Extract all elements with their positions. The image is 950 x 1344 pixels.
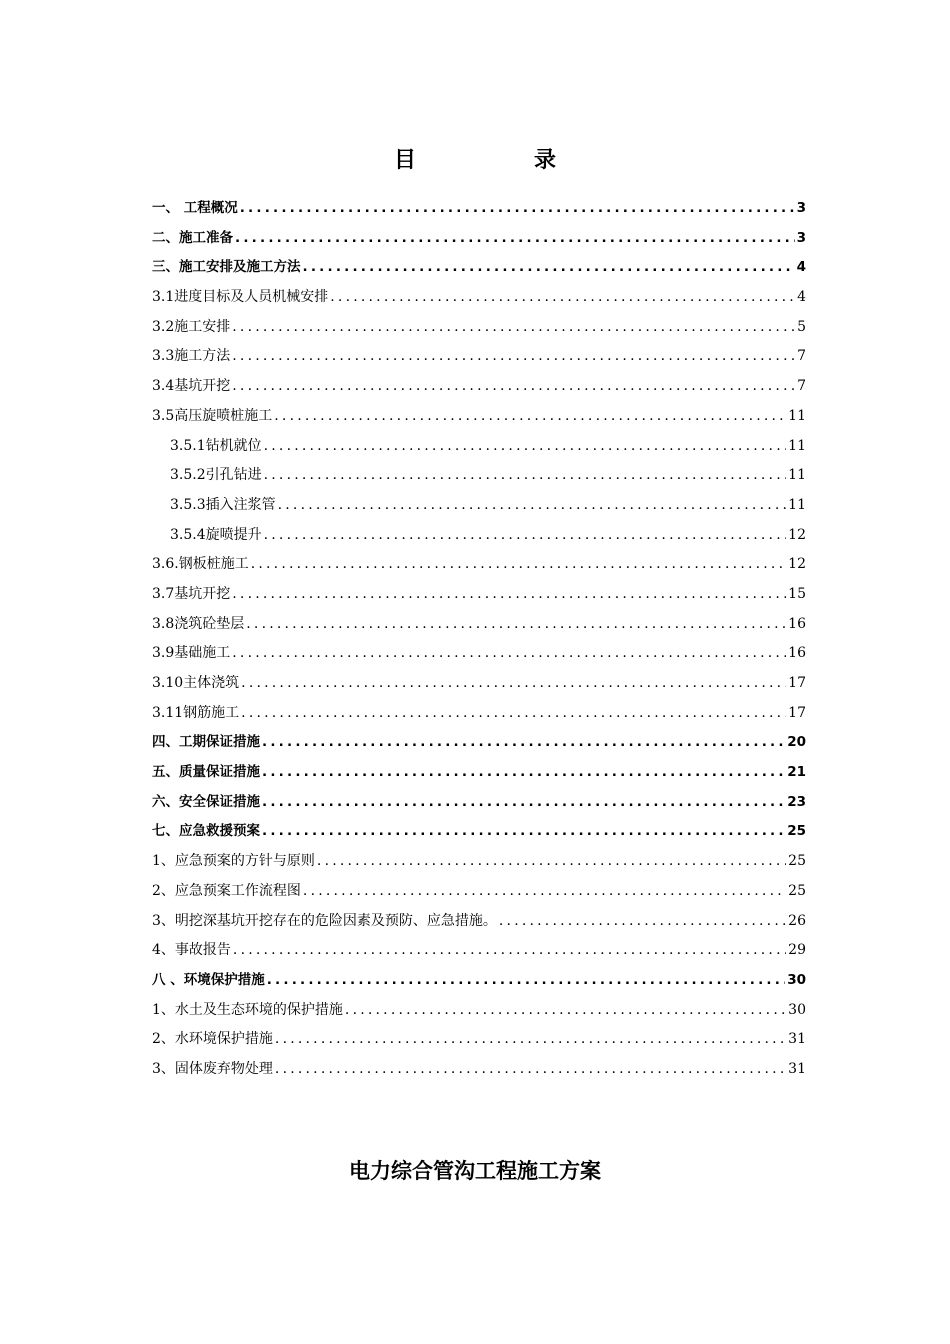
- toc-entry-label: 2、水环境保护措施: [152, 1031, 273, 1048]
- toc-dot-leader: [235, 224, 795, 254]
- toc-entry-page-number: 25: [788, 882, 806, 899]
- toc-entry[interactable]: [152, 283, 806, 313]
- toc-entry[interactable]: [152, 1025, 806, 1055]
- toc-dot-leader: [317, 847, 786, 877]
- toc-entry[interactable]: [152, 372, 806, 402]
- toc-entry[interactable]: [152, 669, 806, 699]
- toc-dot-leader: [262, 728, 785, 758]
- toc-entry-page-number: 17: [788, 675, 806, 691]
- toc-entry-label: 2、应急预案工作流程图: [152, 882, 301, 899]
- toc-entry-page-number: 16: [788, 645, 806, 662]
- toc-entry-label: 五、质量保证措施: [152, 764, 260, 781]
- toc-dot-leader: [345, 996, 786, 1026]
- toc-entry[interactable]: [152, 1055, 806, 1085]
- toc-entry-label: 1、水土及生态环境的保护措施: [152, 1001, 343, 1018]
- toc-dot-leader: [262, 758, 785, 788]
- toc-entry-page-number: 11: [788, 407, 806, 424]
- toc-entry[interactable]: [152, 610, 806, 640]
- toc-entry-page-number: 7: [797, 348, 806, 365]
- toc-entry-page-number: 20: [787, 734, 806, 751]
- toc-entry[interactable]: [152, 996, 806, 1026]
- toc-entry[interactable]: [152, 224, 806, 254]
- toc-entry[interactable]: [152, 788, 806, 818]
- toc-entry-label: 三、施工安排及施工方法: [152, 259, 301, 276]
- toc-entry-label: 3、明挖深基坑开挖存在的危险因素及预防、应急措施。: [152, 912, 497, 929]
- toc-entry-page-number: 3: [796, 200, 806, 216]
- toc-entry[interactable]: [152, 342, 806, 372]
- toc-entry-label: 3.5高压旋喷桩施工: [152, 407, 273, 424]
- toc-entry[interactable]: [152, 877, 806, 907]
- toc-dot-leader: [241, 669, 786, 699]
- toc-dot-leader: [262, 788, 785, 818]
- toc-entry-label: 3.2施工安排: [152, 318, 231, 335]
- toc-dot-leader: [303, 877, 786, 907]
- toc-dot-leader: [251, 550, 786, 580]
- toc-entry-label: 3.10主体浇筑: [152, 675, 240, 691]
- toc-entry-page-number: 26: [788, 912, 806, 929]
- toc-entry-page-number: 17: [788, 704, 806, 721]
- toc-entry-page-number: 12: [788, 556, 806, 573]
- toc-entry-label: 3.5.2引孔钻进: [170, 467, 262, 484]
- toc-entry[interactable]: [152, 699, 806, 729]
- toc-entry[interactable]: [152, 817, 806, 847]
- toc-entry-label: 3.5.4旋喷提升: [170, 526, 262, 543]
- toc-entry-label: 3.5.3插入注浆管: [170, 496, 276, 513]
- toc-entry-page-number: 11: [788, 437, 806, 454]
- toc-entry[interactable]: [152, 966, 806, 996]
- toc-entry-page-number: 25: [787, 823, 806, 840]
- document-title: 电力综合管沟工程施工方案: [349, 1159, 601, 1183]
- toc-dot-leader: [264, 432, 787, 462]
- toc-dot-leader: [330, 283, 795, 313]
- toc-entry-label: 3.11钢筋施工: [152, 704, 240, 721]
- toc-entry-label: 3、固体废弃物处理: [152, 1060, 273, 1077]
- toc-entry[interactable]: [152, 639, 806, 669]
- toc-entry-page-number: 25: [788, 853, 806, 870]
- toc-dot-leader: [275, 1055, 786, 1085]
- toc-entry[interactable]: [152, 253, 806, 283]
- toc-entry[interactable]: [152, 550, 806, 580]
- toc-entry[interactable]: [152, 936, 806, 966]
- toc-dot-leader: [232, 313, 795, 343]
- toc-entry-page-number: 30: [788, 1001, 806, 1018]
- toc-dot-leader: [303, 253, 795, 283]
- toc-dot-leader: [232, 342, 795, 372]
- toc-dot-leader: [240, 194, 795, 224]
- toc-entry-page-number: 7: [797, 378, 806, 395]
- toc-dot-leader: [278, 491, 787, 521]
- toc-entry-label: 3.3施工方法: [152, 348, 231, 365]
- toc-dot-leader: [274, 402, 786, 432]
- toc-entry-page-number: 4: [797, 289, 806, 306]
- toc-entry-label: 3.7基坑开挖: [152, 585, 231, 602]
- toc-entry-label: 3.8浇筑砼垫层: [152, 615, 245, 632]
- toc-entry-page-number: 31: [788, 1031, 806, 1048]
- toc-entry-label: 一、 工程概况: [152, 200, 238, 216]
- toc-entry-label: 3.6.钢板桩施工: [152, 556, 249, 573]
- toc-entry-label: 1、应急预案的方针与原则: [152, 853, 315, 870]
- toc-entry-page-number: 16: [788, 615, 806, 632]
- toc-dot-leader: [264, 521, 787, 551]
- toc-entry[interactable]: [152, 194, 806, 224]
- toc-dot-leader: [232, 639, 786, 669]
- toc-dot-leader: [264, 461, 787, 491]
- toc-dot-leader: [267, 966, 786, 996]
- toc-entry-page-number: 4: [796, 259, 806, 276]
- toc-entry[interactable]: [152, 521, 806, 551]
- toc-entry-label: 3.5.1钻机就位: [170, 437, 262, 454]
- toc-heading: 目 录: [393, 147, 604, 173]
- toc-entry-page-number: 3: [796, 229, 806, 246]
- toc-entry-label: 3.1进度目标及人员机械安排: [152, 289, 329, 306]
- toc-entry[interactable]: [152, 847, 806, 877]
- toc-entry[interactable]: [152, 432, 806, 462]
- toc-entry[interactable]: [152, 402, 806, 432]
- toc-entry[interactable]: [152, 580, 806, 610]
- toc-dot-leader: [246, 610, 786, 640]
- toc-entry-page-number: 12: [788, 526, 806, 543]
- toc-entry-page-number: 11: [788, 496, 806, 513]
- toc-dot-leader: [241, 699, 786, 729]
- toc-dot-leader: [275, 1025, 786, 1055]
- toc-dot-leader: [499, 907, 786, 937]
- toc-entry-page-number: 21: [787, 764, 806, 781]
- toc-entry-page-number: 5: [797, 318, 806, 335]
- toc-entry-label: 四、工期保证措施: [152, 734, 260, 751]
- toc-entry-page-number: 23: [787, 793, 806, 810]
- toc-dot-leader: [233, 936, 786, 966]
- toc-entry[interactable]: [152, 491, 806, 521]
- toc-entry-label: 八 、环境保护措施: [152, 971, 265, 988]
- toc-entry-page-number: 11: [788, 467, 806, 484]
- toc-entry[interactable]: [152, 461, 806, 491]
- toc-entry[interactable]: [152, 907, 806, 937]
- toc-entry-label: 3.9基础施工: [152, 645, 231, 662]
- toc-dot-leader: [232, 580, 786, 610]
- table-of-contents: [152, 194, 806, 1085]
- toc-entry[interactable]: [152, 728, 806, 758]
- toc-entry-label: 六、安全保证措施: [152, 793, 260, 810]
- toc-entry-page-number: 29: [788, 942, 806, 959]
- toc-dot-leader: [232, 372, 795, 402]
- toc-entry-label: 3.4基坑开挖: [152, 378, 231, 395]
- toc-entry[interactable]: [152, 313, 806, 343]
- toc-dot-leader: [262, 817, 785, 847]
- toc-entry-page-number: 31: [788, 1060, 806, 1077]
- toc-entry-page-number: 15: [788, 585, 806, 602]
- toc-entry-page-number: 30: [787, 971, 806, 988]
- toc-entry-label: 4、事故报告: [152, 942, 231, 959]
- toc-entry-label: 二、施工准备: [152, 229, 233, 246]
- toc-entry-label: 七、应急救援预案: [152, 823, 260, 840]
- toc-entry[interactable]: [152, 758, 806, 788]
